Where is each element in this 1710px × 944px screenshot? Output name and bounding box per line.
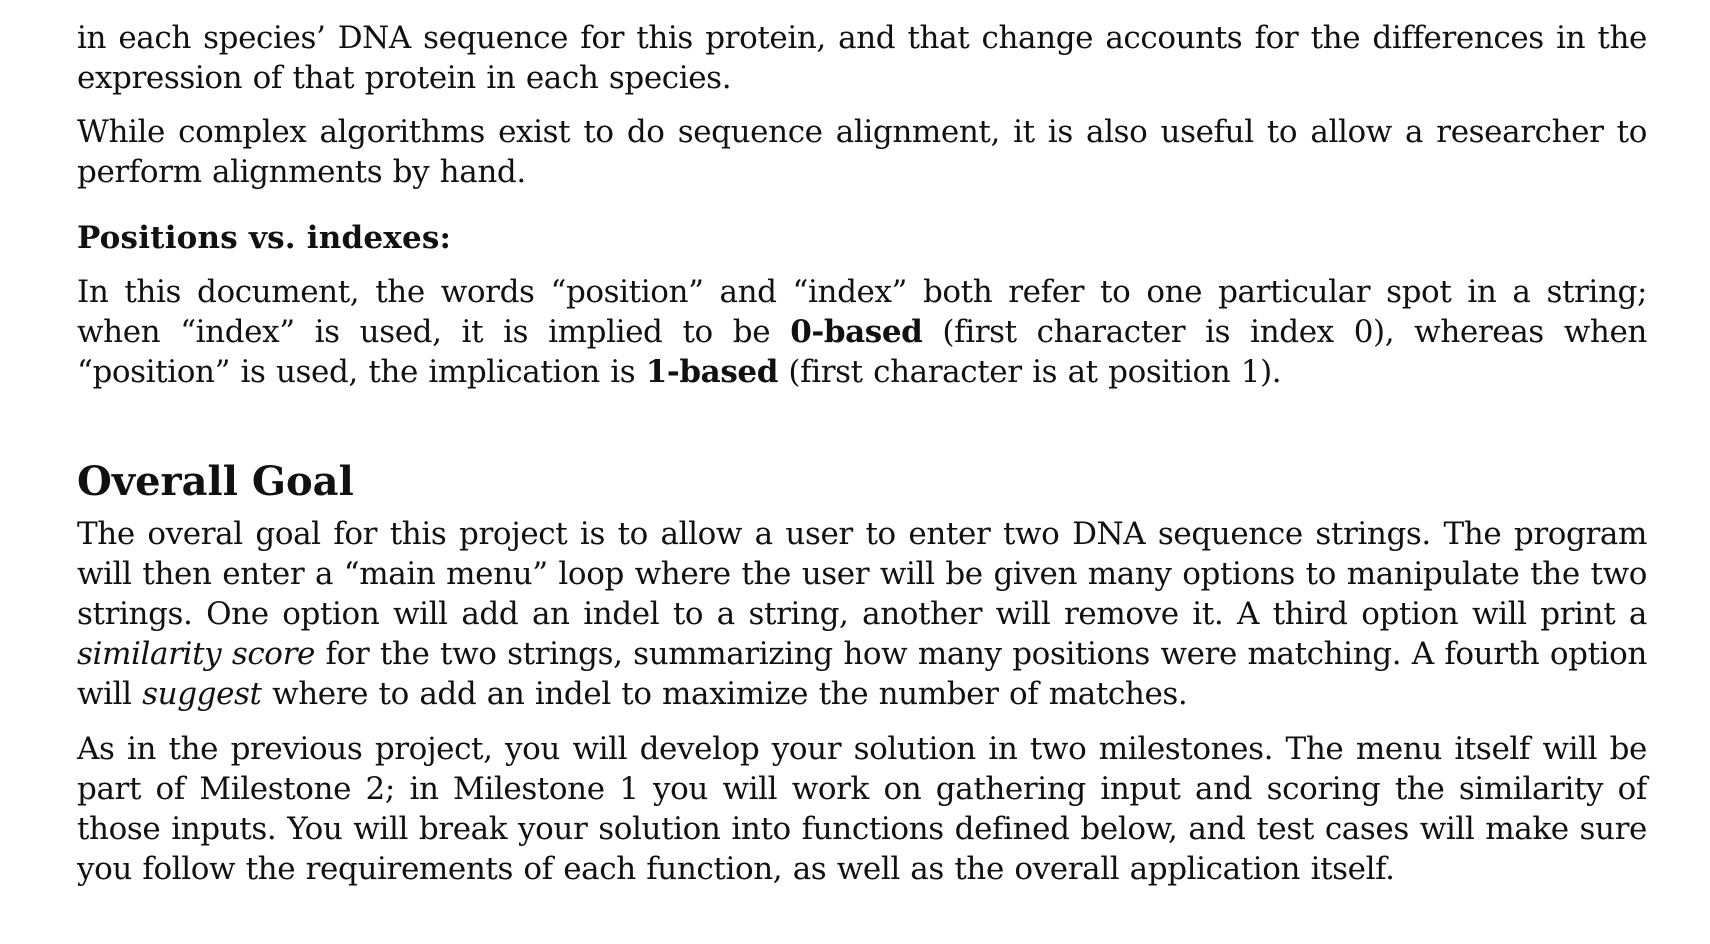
goal-text-1: The overal goal for this project is to allow a user to enter two DNA sequence strings. The program will then enter a “main menu” loop where the user will be given many options to manipulate the two strings. One option will add an indel to a string, another will remove it. A third option will print a [77, 516, 1647, 632]
positions-paragraph [77, 272, 1647, 392]
positions-heading: Positions vs. indexes: [77, 220, 452, 256]
zero-based-term: 0-based [790, 314, 923, 350]
one-based-term: 1-based [645, 354, 778, 390]
suggest-term: suggest [142, 676, 262, 712]
positions-text-2: (first character is index 0), whereas when “position” is used, the implication is [77, 314, 1647, 390]
positions-text-3: (first character is at position 1). [777, 354, 1282, 390]
document-page [77, 18, 1647, 889]
intro-continuation-paragraph: in each species’ DNA sequence for this protein, and that change accounts for the differences in the expression of that protein in each species. [77, 20, 1647, 96]
section-title: Overall Goal [77, 458, 354, 505]
goal-paragraph [77, 514, 1647, 714]
goal-text-3: where to add an indel to maximize the number of matches. [261, 676, 1188, 712]
positions-text-1: In this document, the words “position” and “index” both refer to one particular spot in a string; when “index” is used, it is implied to be [77, 274, 1647, 350]
goal-text-2: for the two strings, summarizing how many positions were matching. A fourth option will [77, 636, 1647, 712]
alignment-paragraph: While complex algorithms exist to do sequence alignment, it is also useful to allow a researcher to perform alignments by hand. [77, 114, 1647, 190]
milestones-paragraph: As in the previous project, you will develop your solution in two milestones. The menu itself will be part of Milestone 2; in Milestone 1 you will work on gathering input and scoring the similarity of those inputs. You will break your solution into functions defined below, and test cases will make sure you follow the requirements of each function, as well as the overall application itself. [77, 731, 1647, 887]
similarity-score-term: similarity score [77, 636, 315, 672]
